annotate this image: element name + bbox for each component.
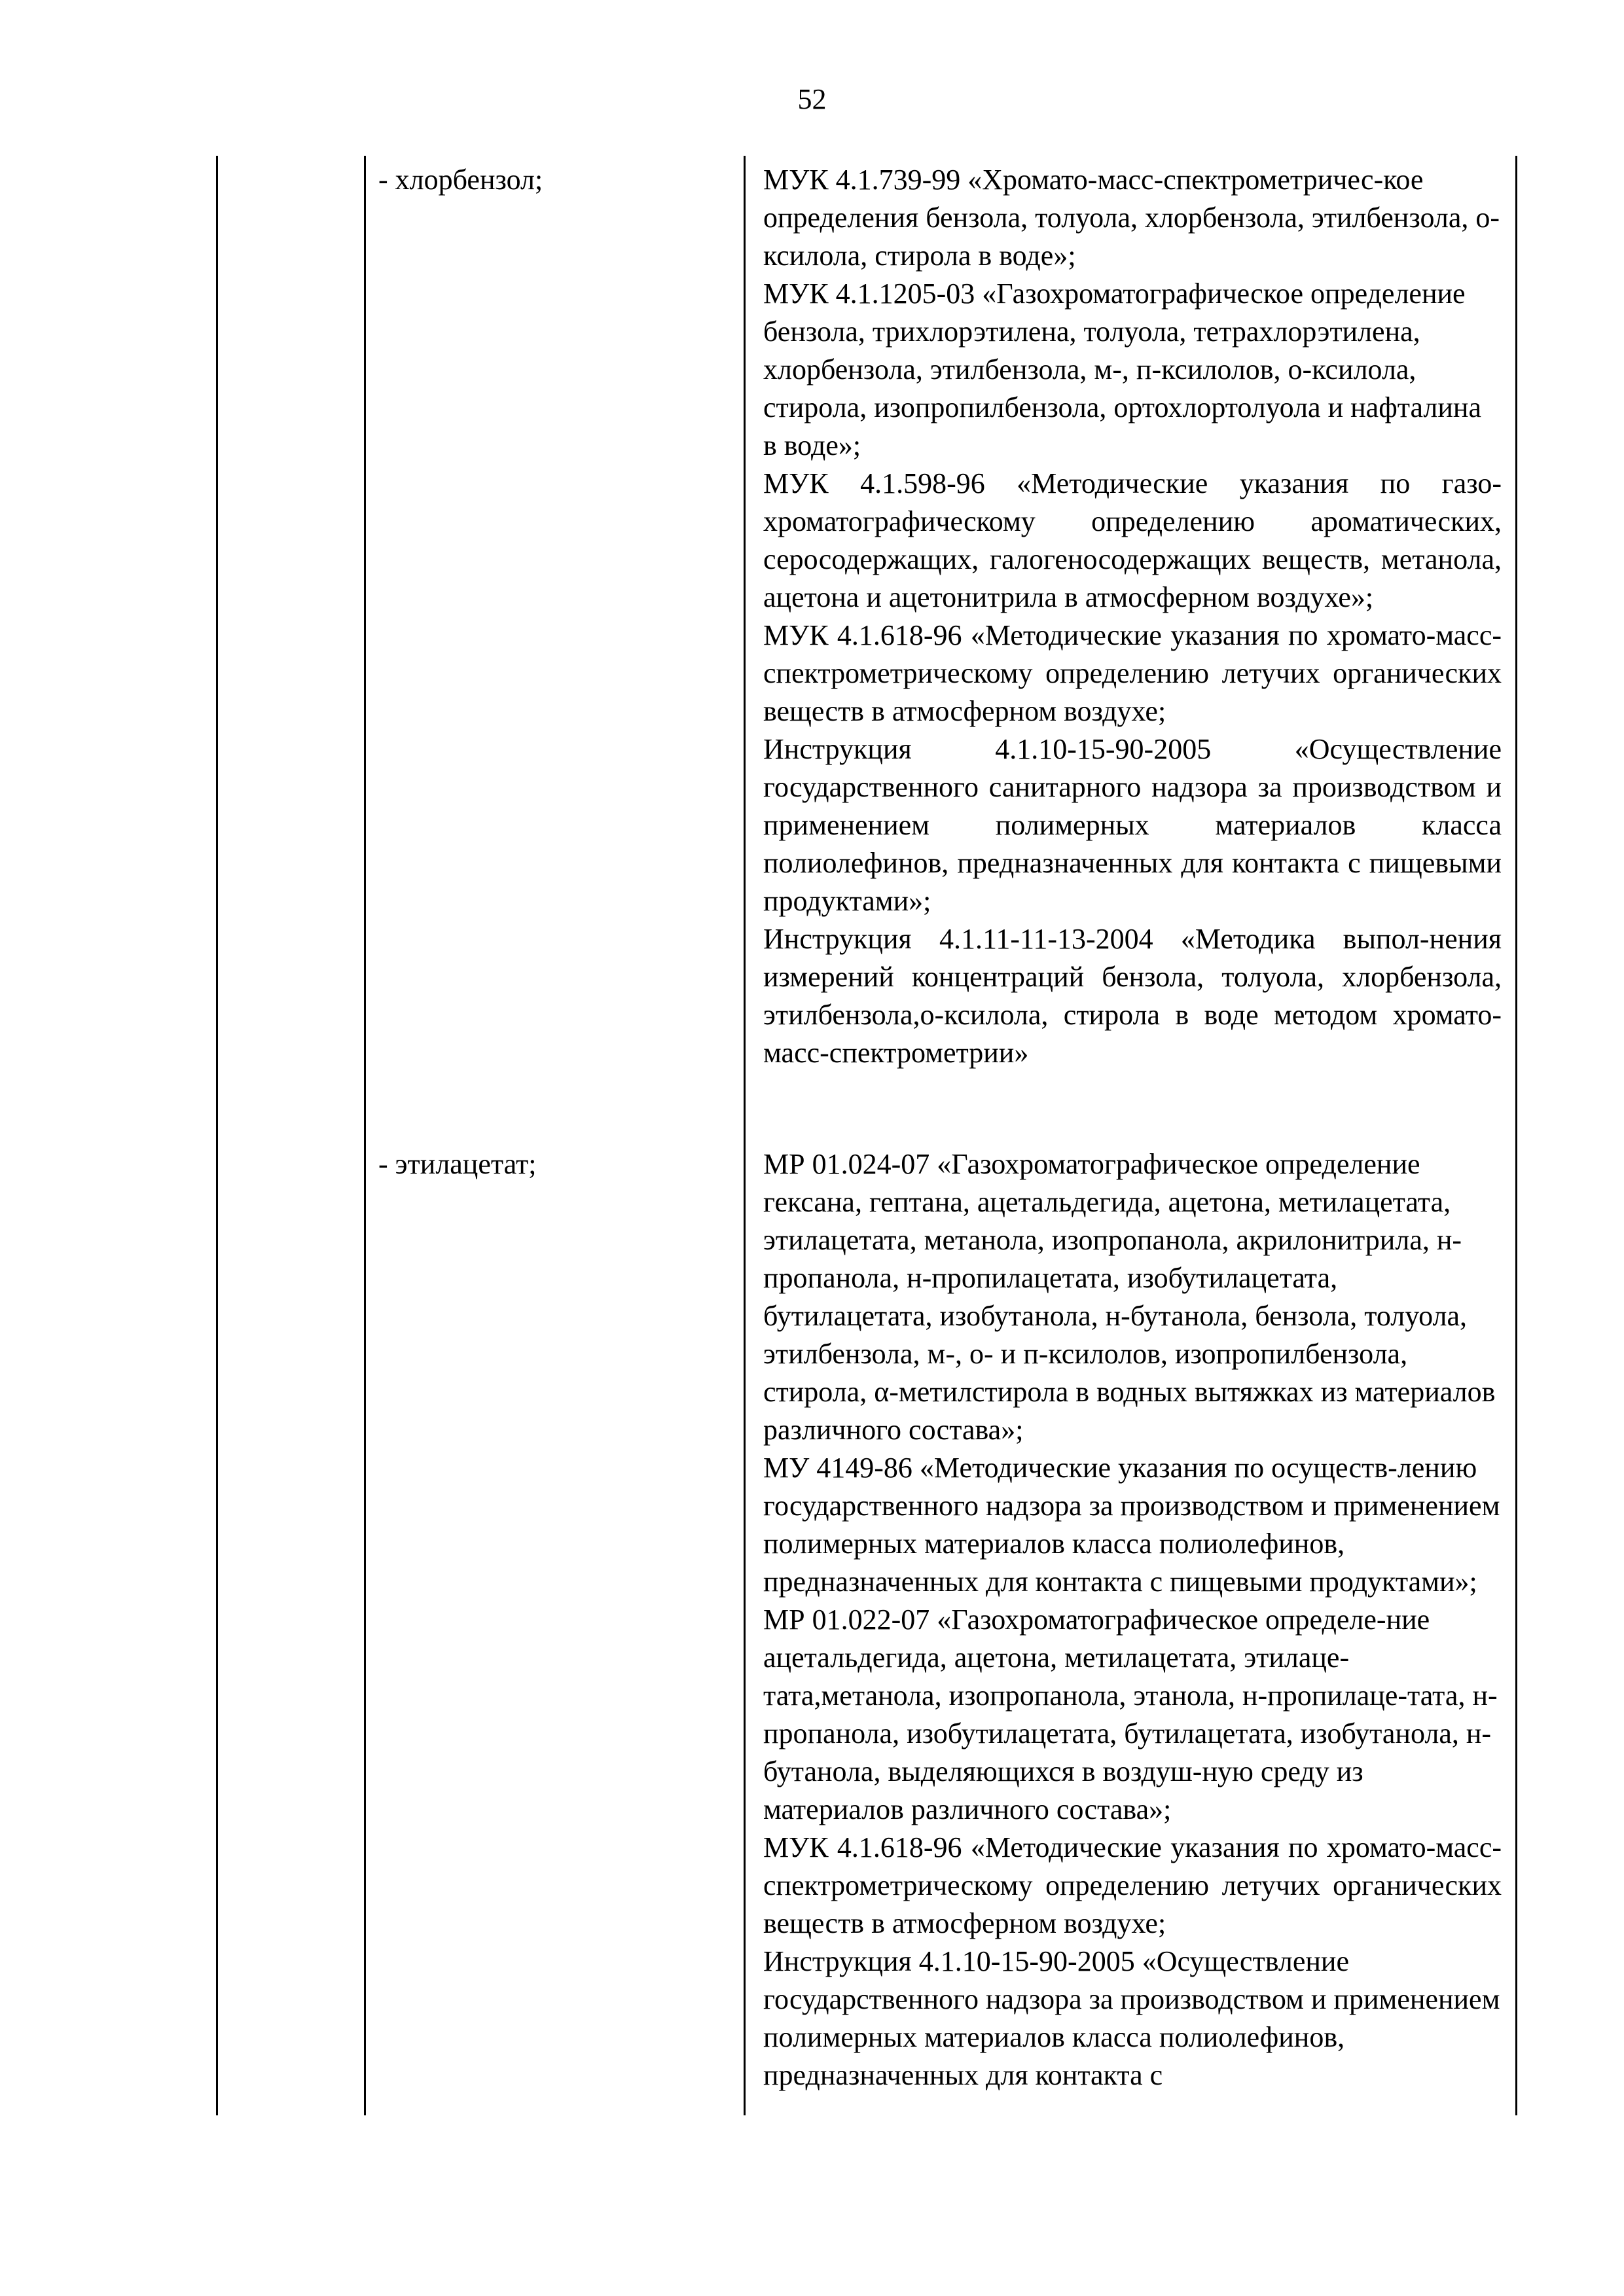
reference-item: Инструкция 4.1.11-11-13-2004 «Методика выпол-нения измерений концентраций бензола, толуола, хлорбензола, этилбензола,о-ксилола, стирола в воде методом хромато-масс-спектрометрии» — [763, 923, 1502, 1069]
reference-item: МУК 4.1.618-96 «Методические указания по хромато-масс-спектрометрическому определению летучих органических веществ в атмосферном воздухе; — [763, 1831, 1502, 1939]
reference-item: Инструкция 4.1.10-15-90-2005 «Осуществление государственного санитарного надзора за производством и применением полимерных материалов класса полиолефинов, предназначенных для контакта с пищевыми продуктами»; — [763, 733, 1502, 917]
table-column-divider-2 — [744, 156, 746, 2115]
reference-item: МР 01.024-07 «Газохроматографическое определение гексана, гептана, ацетальдегида, ацетона, метилацетата, этилацетата, метанола, изопропанола, акрилонитрила, н-пропанола, н-пропилацетата, изобутилацетата, бутилацетата, изобутанола, н-бутанола, бензола, толуола, этилбензола, м-, о- и п-ксилолов, изопропилбензола, стирола, α-метилстирола в водных вытяжках из материалов различного состава»; — [763, 1148, 1496, 1446]
reference-item: Инструкция 4.1.10-15-90-2005 «Осуществление государственного надзора за производством и применением полимерных материалов класса полиолефинов, предназначенных для контакта с — [763, 1945, 1500, 2091]
table-column-divider-1 — [364, 156, 366, 2115]
reference-item: МУК 4.1.739-99 «Хромато-масс-спектрометричес-кое определения бензола, толуола, хлорбензола, этилбензола, о-ксилола, стирола в воде»; — [763, 164, 1500, 272]
references-ethyl-acetate — [763, 1145, 1502, 2094]
reference-item: МУК 4.1.598-96 «Методические указания по газо-хроматографическому определению ароматических, серосодержащих, галогеносодержащих веществ, метанола, ацетона и ацетонитрила в атмосферном воздухе»; — [763, 467, 1502, 613]
reference-item: МУ 4149-86 «Методические указания по осуществ-лению государственного надзора за производством и применением полимерных материалов класса полиолефинов, предназначенных для контакта с пищевыми продуктами»; — [763, 1452, 1500, 1598]
table-border-right — [1515, 156, 1517, 2115]
page-number: 52 — [797, 83, 827, 115]
substance-ethyl-acetate: - этилацетат; — [378, 1148, 537, 1180]
reference-item: МУК 4.1.1205-03 «Газохроматографическое определение бензола, трихлорэтилена, толуола, тетрахлорэтилена, хлорбензола, этилбензола, м-, п-ксилолов, о-ксилола, стирола, изопропилбензола, ортохлортолуола и нафталина в воде»; — [763, 278, 1481, 461]
reference-item: МР 01.022-07 «Газохроматографическое определе-ние ацетальдегида, ацетона, метилацетата, этилаце-тата,метанола, изопропанола, этанола, н-пропилаце-тата, н-пропанола, изобутилацетата, бутилацетата, изобутанола, н-бутанола, выделяющихся в воздуш-ную среду из материалов различного состава»; — [763, 1604, 1498, 1825]
reference-item: МУК 4.1.618-96 «Методические указания по хромато-масс-спектрометрическому определению летучих органических веществ в атмосферном воздухе; — [763, 619, 1502, 727]
table-border-left — [216, 156, 218, 2115]
references-chlorobenzene — [763, 161, 1502, 1072]
substance-chlorobenzene: - хлорбензол; — [378, 164, 543, 196]
